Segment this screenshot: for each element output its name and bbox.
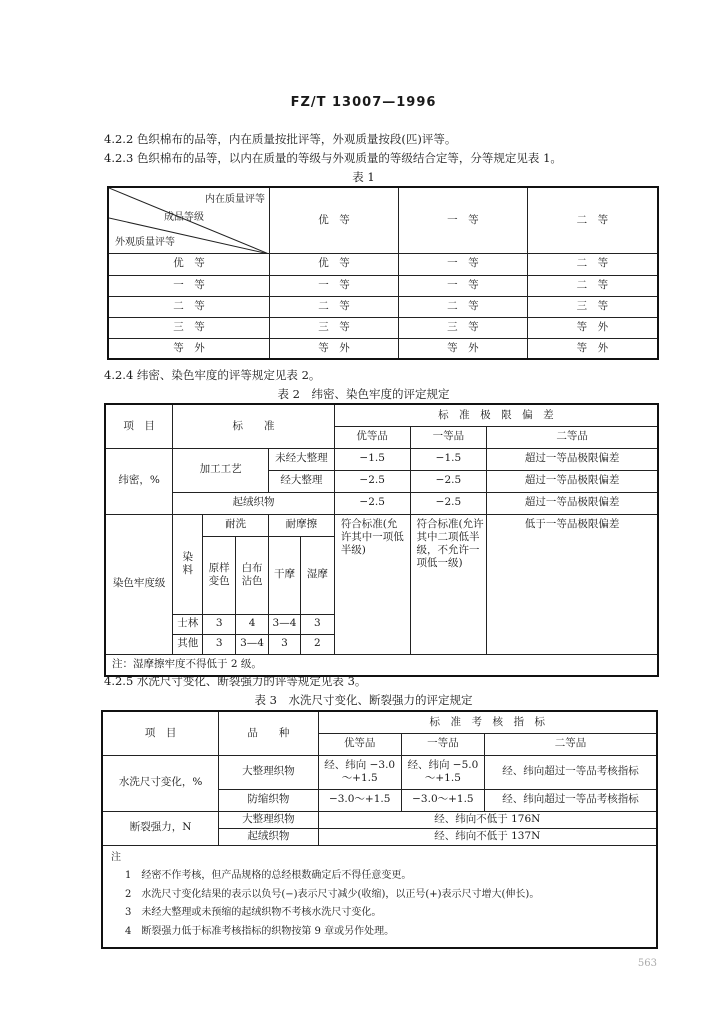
t2-desc-second: 低于一等品极限偏差 [487, 514, 658, 654]
table1-cell: 二 等 [398, 296, 527, 317]
table1-row-label: 等 外 [108, 338, 270, 359]
t2-cell: 3 [203, 614, 236, 634]
t2-cell: 4 [236, 614, 269, 634]
t3-cell: 经、纬向超过一等品考核指标 [484, 789, 657, 811]
clause-4-2-4: 4.2.4 纬密、染色牢度的评等规定见表 2。 [104, 368, 321, 382]
table1-row-label: 二 等 [108, 296, 270, 317]
t2-cell: 3—4 [269, 614, 301, 634]
table-row [108, 296, 658, 317]
t3-cell: −3.0～+1.5 [318, 789, 401, 811]
t2-grade-premium: 优等品 [334, 426, 410, 448]
table-row [102, 845, 657, 948]
table-row [102, 755, 657, 789]
table1-cell: 三 等 [270, 317, 399, 338]
t2-finished: 经大整理 [269, 470, 335, 492]
t2-dye: 染 料 [173, 514, 203, 614]
t2-desc-first: 符合标准(允许其中二项低半级，不允许一项低一级) [410, 514, 487, 654]
t2-cell: −1.5 [334, 448, 410, 470]
t2-item-header: 项 目 [105, 404, 173, 448]
t3-grade-first: 一等品 [401, 733, 484, 755]
t3-cell: 经、纬向 −5.0～+1.5 [401, 755, 484, 789]
table-row [108, 338, 658, 359]
t3-grade-second: 二等品 [484, 733, 657, 755]
t3-note-4: 4 断裂强力低于标准考核指标的织物按第 9 章或另作处理。 [125, 925, 395, 937]
t2-white-stain: 白布沾色 [236, 536, 269, 614]
clause-4-2-5: 4.2.5 水洗尺寸变化、断裂强力的评等规定见表 3。 [104, 674, 367, 688]
t2-desc-premium: 符合标准(允许其中一项低半级) [334, 514, 410, 654]
table1-cell: 一 等 [398, 253, 527, 275]
t2-cell: 3—4 [236, 634, 269, 654]
table-row [108, 253, 658, 275]
t3-anti-shrink: 防缩织物 [219, 789, 318, 811]
t2-dry-rub: 干摩 [269, 536, 301, 614]
table-1 [107, 186, 659, 360]
table1-cell: 三 等 [398, 317, 527, 338]
t3-cell: 经、纬向 −3.0～+1.5 [318, 755, 401, 789]
table1-cell: 三 等 [527, 296, 658, 317]
t2-color-fastness: 染色牢度级 [105, 514, 173, 654]
table-row [105, 514, 658, 536]
t3-cell: 经、纬向不低于 137N [318, 828, 657, 845]
t3-item-header: 项 目 [102, 711, 219, 755]
table-row [105, 448, 658, 470]
t2-cell: 超过一等品极限偏差 [487, 448, 658, 470]
table1-col-1: 优 等 [270, 187, 399, 253]
t3-notes-title: 注 [111, 851, 121, 863]
table1-row-label: 三 等 [108, 317, 270, 338]
t3-cell: 经、纬向超过一等品考核指标 [484, 755, 657, 789]
t3-note-2: 2 水洗尺寸变化结果的表示以负号(−)表示尺寸减少(收缩)，以正号(+)表示尺寸增大(伸长)。 [125, 888, 540, 900]
t2-cell: 2 [300, 634, 334, 654]
t3-notes [102, 845, 657, 948]
t2-cell: 3 [203, 634, 236, 654]
table1-row-label: 优 等 [108, 253, 270, 275]
t2-grade-second: 二等品 [487, 426, 658, 448]
t2-cell: −2.5 [410, 492, 487, 514]
table1-col-3: 二 等 [527, 187, 658, 253]
table1-cell: 一 等 [398, 275, 527, 296]
t2-cell: 3 [300, 614, 334, 634]
t2-cell: 3 [269, 634, 301, 654]
table-3 [101, 710, 658, 949]
clause-4-2-3: 4.2.3 色织棉布的品等，以内在质量的等级与外观质量的等级结合定等，分等规定见表 1。 [104, 151, 562, 165]
t3-break-strength: 断裂强力，N [102, 811, 219, 845]
t2-cell: −2.5 [334, 492, 410, 514]
t2-dye-other: 其他 [173, 634, 203, 654]
t2-process: 加工工艺 [173, 448, 269, 492]
clause-4-2-2: 4.2.2 色织棉布的品等，内在质量按批评等，外观质量按段(匹)评等。 [104, 132, 457, 146]
t2-standard-header: 标 准 [173, 404, 335, 448]
t3-index-header: 标 准 考 核 指 标 [318, 711, 657, 733]
t3-pile-fabric: 起绒织物 [219, 828, 318, 845]
t3-variety-header: 品 种 [219, 711, 318, 755]
table1-caption: 表 1 [352, 170, 375, 184]
table-row [105, 492, 658, 514]
table1-cell: 二 等 [270, 296, 399, 317]
t3-grade-premium: 优等品 [318, 733, 401, 755]
table1-cell: 优 等 [270, 253, 399, 275]
table1-col-2: 一 等 [398, 187, 527, 253]
table1-cell: 等 外 [398, 338, 527, 359]
t2-note: 注：湿摩擦牢度不得低于 2 级。 [105, 654, 658, 676]
table3-caption: 表 3 水洗尺寸变化、断裂强力的评定规定 [254, 693, 473, 707]
table1-row-label: 一 等 [108, 275, 270, 296]
t2-cell: −1.5 [410, 448, 487, 470]
t2-cell: −2.5 [410, 470, 487, 492]
t2-not-finished: 未经大整理 [269, 448, 335, 470]
t2-wash: 耐洗 [203, 514, 269, 536]
table-row [102, 811, 657, 828]
t2-wet-rub: 湿摩 [300, 536, 334, 614]
table1-cell: 一 等 [270, 275, 399, 296]
t2-dye-sulfur: 士林 [173, 614, 203, 634]
table1-cell: 等 外 [527, 338, 658, 359]
t2-orig-change: 原样变色 [203, 536, 236, 614]
t3-cell: −3.0～+1.5 [401, 789, 484, 811]
t2-cell: −2.5 [334, 470, 410, 492]
table-row [108, 317, 658, 338]
t3-cell: 经、纬向不低于 176N [318, 811, 657, 828]
t3-note-1: 1 经密不作考核，但产品规格的总经根数确定后不得任意变更。 [125, 870, 412, 881]
corner-appearance-quality: 外观质量评等 [115, 237, 175, 248]
table-2 [104, 403, 659, 677]
t2-grade-first: 一等品 [410, 426, 487, 448]
t3-wash-shrink: 水洗尺寸变化，% [102, 755, 219, 811]
table1-cell: 二 等 [527, 253, 658, 275]
t2-weft-density: 纬密，% [105, 448, 173, 514]
table1-cell: 等 外 [270, 338, 399, 359]
t3-finished-fabric: 大整理织物 [219, 755, 318, 789]
table1-cell: 等 外 [527, 317, 658, 338]
t2-rub: 耐摩擦 [269, 514, 335, 536]
standard-header: FZ/T 13007—1996 [290, 95, 437, 110]
t3-finished-fabric-2: 大整理织物 [219, 811, 318, 828]
t2-cell: 超过一等品极限偏差 [487, 492, 658, 514]
t2-limits-header: 标 准 极 限 偏 差 [334, 404, 658, 426]
table1-cell: 二 等 [527, 275, 658, 296]
page-number: 563 [637, 958, 657, 969]
t2-cell: 超过一等品极限偏差 [487, 470, 658, 492]
corner-inner-quality: 内在质量评等 [205, 194, 265, 205]
table2-caption: 表 2 纬密、染色牢度的评定规定 [277, 387, 450, 401]
table-row [108, 275, 658, 296]
t3-note-3: 3 未经大整理或未预缩的起绒织物不考核水洗尺寸变化。 [125, 907, 382, 918]
table1-corner-cell [108, 187, 270, 253]
t2-pile-fabric: 起绒织物 [173, 492, 335, 514]
corner-product-grade: 成品等级 [164, 212, 204, 223]
